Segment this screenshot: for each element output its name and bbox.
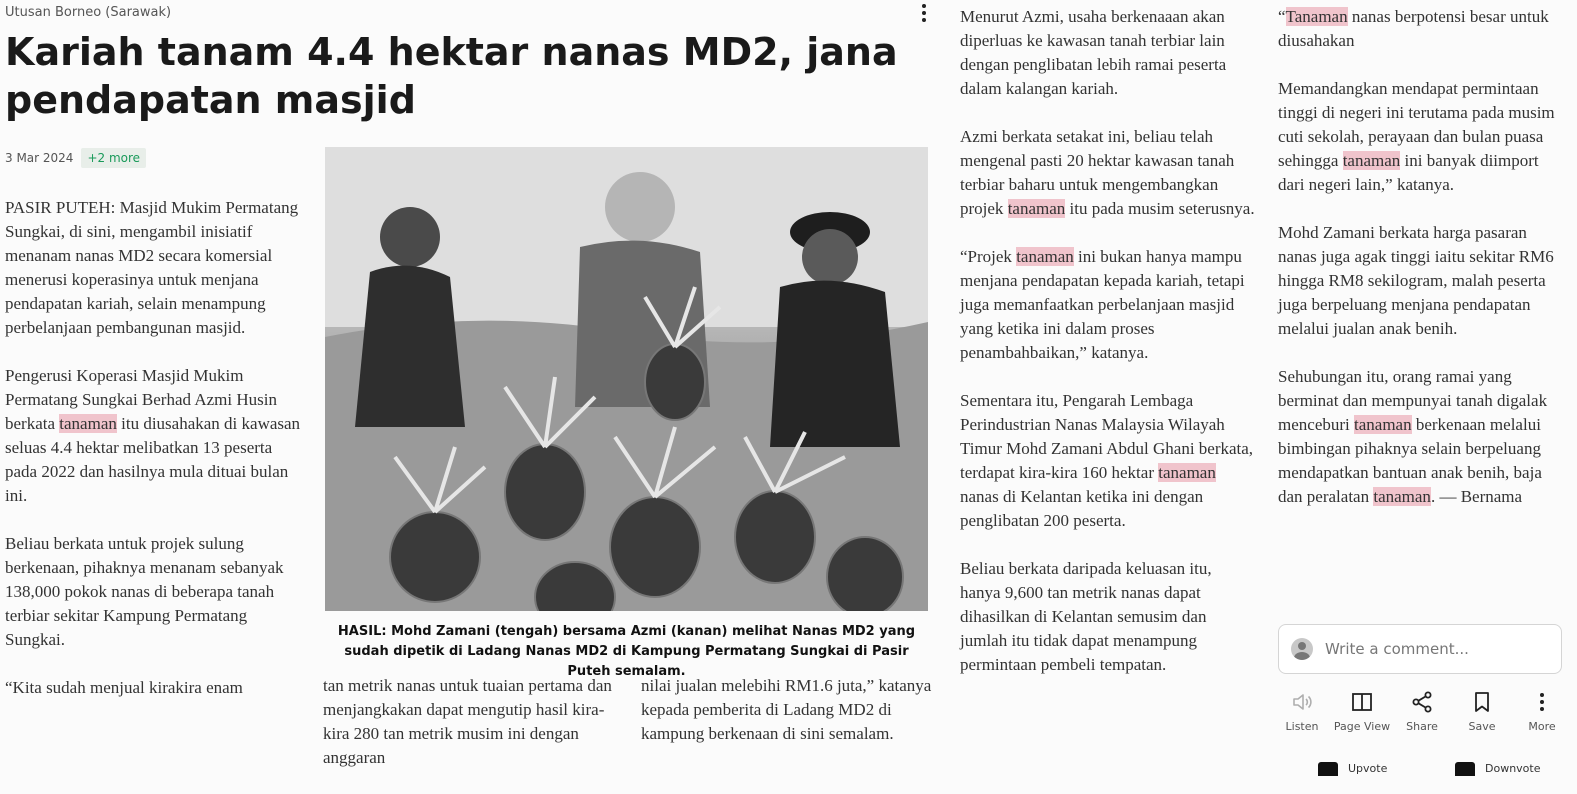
article-headline: Kariah tanam 4.4 hektar nanas MD2, jana pendapatan masjid (5, 30, 898, 122)
paragraph-text: Beliau berkata untuk projek sulung berkenaan, pihaknya menanam sebanyak 138,000 pokok nanas di beberapa tanah terbiar sekitar Kampung Permatang Sungkai. (5, 534, 284, 649)
article-paragraph (960, 245, 1256, 365)
paragraph-text: ini banyak diimport dari negeri lain,” katanya. (1278, 151, 1539, 194)
article-column-3 (641, 674, 933, 770)
listen-label: Listen (1285, 720, 1319, 733)
paragraph-text: PASIR PUTEH: Masjid Mukim Permatang Sungkai, di sini, mengambil inisiatif menanam nanas MD2 secara komersial menerusi koperasinya untuk menjana pendapatan kariah, selain menampung perbelanjaan pembangunan masjid. (5, 198, 299, 337)
more-label: More (1528, 720, 1556, 733)
article-paragraph (960, 5, 1256, 101)
paragraph-text: Pengerusi Koperasi Masjid Mukim Permatang Sungkai Berhad Azmi Husin berkata (5, 366, 277, 433)
kebab-dot-icon (922, 18, 926, 22)
paragraph-text: Mohd Zamani berkata harga pasaran nanas juga agak tinggi iaitu sekitar RM6 hingga RM8 sekilogram, malah peserta juga berpeluang menjana pendapatan melalui jualan anak benih. (1278, 223, 1554, 338)
upvote-label: Upvote (1348, 762, 1388, 775)
paragraph-text: nanas berpotensi besar untuk diusahakan (1278, 7, 1549, 50)
article-paragraph (960, 389, 1256, 533)
downvote-button[interactable] (1455, 762, 1541, 776)
listen-button[interactable] (1272, 690, 1332, 733)
photo-caption: HASIL: Mohd Zamani (tengah) bersama Azmi (kanan) melihat Nanas MD2 yang sudah dipetik di Ladang Nanas MD2 di Kampung Permatang Sungkai di Pasir Puteh semalam. (337, 624, 916, 679)
kebab-dot-icon (922, 4, 926, 8)
article-options-button[interactable] (914, 2, 934, 24)
paragraph-text: ini bukan hanya mampu menjana pendapatan kepada kariah, tetapi juga memanfaatkan perbelanjaan masjid yang ketika ini dalam proses penambahbaikan,” katanya. (960, 247, 1245, 362)
comment-input[interactable] (1323, 639, 1547, 659)
article-paragraph (1278, 221, 1566, 341)
page-view-label: Page View (1333, 720, 1391, 733)
paragraph-text: Beliau berkata daripada keluasan itu, hanya 9,600 tan metrik nanas dapat dihasilkan di Kelantan semusim dan jumlah itu tidak dapat menampung permintaan pembeli tempatan. (960, 559, 1212, 674)
paragraph-text: . — Bernama (1430, 487, 1523, 506)
article-paragraph (641, 674, 933, 746)
article-paragraph (5, 532, 305, 652)
article-column-2 (323, 674, 619, 794)
search-highlight: tanaman (1342, 151, 1401, 170)
paragraph-text: “ (1278, 7, 1286, 26)
paragraph-text: Sementara itu, Pengarah Lembaga Perindustrian Nanas Malaysia Wilayah Timur Mohd Zamani Abdul Ghani berkata, terdapat kira-kira 160 hektar (960, 391, 1254, 482)
article-paragraph (1278, 5, 1566, 53)
more-sources-badge[interactable]: +2 more (81, 148, 146, 168)
article-paragraph (323, 674, 619, 770)
paragraph-text: Azmi berkata setakat ini, beliau telah mengenal pasti 20 hektar kawasan tanah terbiar baharu untuk mengembangkan projek (960, 127, 1235, 218)
save-label: Save (1468, 720, 1496, 733)
paragraph-text: berkenaan melalui bimbingan pihaknya selain berpeluang mendapatkan bantuan anak benih, baja dan peralatan (1278, 415, 1542, 506)
avatar-icon (1291, 638, 1313, 660)
article-photo (325, 147, 928, 611)
article-column-1 (5, 196, 305, 724)
upvote-button[interactable] (1318, 762, 1387, 776)
share-label: Share (1406, 720, 1438, 733)
article-paragraph (1278, 365, 1566, 509)
article-paragraph (5, 364, 305, 508)
article-toolbar (1272, 690, 1572, 733)
comment-box[interactable] (1278, 624, 1562, 674)
publish-date: 3 Mar 2024 (5, 151, 74, 165)
paragraph-text: “Kita sudah menjual kirakira enam (5, 678, 243, 697)
share-icon (1410, 690, 1434, 714)
thumbs-up-icon (1318, 762, 1338, 776)
search-highlight: tanaman (59, 414, 117, 433)
thumbs-down-icon (1455, 762, 1475, 776)
more-vertical-icon (1530, 690, 1554, 714)
search-highlight: tanaman (1016, 247, 1074, 266)
kebab-dot-icon (922, 11, 926, 15)
speaker-icon (1290, 690, 1314, 714)
article-column-5 (1278, 5, 1566, 533)
bookmark-icon (1470, 690, 1494, 714)
search-highlight: Tanaman (1285, 7, 1348, 26)
more-button[interactable] (1512, 690, 1572, 733)
paragraph-text: nanas di Kelantan ketika ini dengan penglibatan 200 peserta. (960, 487, 1204, 530)
page-view-button[interactable] (1332, 690, 1392, 733)
search-highlight: tanaman (1007, 199, 1066, 218)
downvote-label: Downvote (1485, 762, 1541, 775)
paragraph-text: tan metrik nanas untuk tuaian pertama dan menjangkakan dapat mengutip hasil kira-kira 280 tan metrik musim ini dengan anggaran (323, 676, 612, 767)
save-button[interactable] (1452, 690, 1512, 733)
paragraph-text: nilai jualan melebihi RM1.6 juta,” katanya kepada pemberita di Ladang MD2 di kampung berkenaan di sini semalam. (641, 676, 932, 743)
share-button[interactable] (1392, 690, 1452, 733)
pineapple-harvest-photo (325, 147, 928, 611)
article-paragraph (960, 557, 1256, 677)
vote-bar (1300, 762, 1570, 776)
paragraph-text: Menurut Azmi, usaha berkenaaan akan diperluas ke kawasan tanah terbiar lain dengan penglibatan lebih ramai peserta dalam kalangan kariah. (960, 7, 1227, 98)
article-meta (5, 148, 146, 168)
article-paragraph (5, 196, 305, 340)
paragraph-text: Memandangkan mendapat permintaan tinggi di negeri ini terutama pada musim cuti sekolah, perayaan dan bulan puasa sehingga (1278, 79, 1555, 170)
search-highlight: tanaman (1158, 463, 1216, 482)
paragraph-text: Sehubungan itu, orang ramai yang berminat dan mempunyai tanah digalak menceburi (1278, 367, 1548, 434)
source-name: Utusan Borneo (Sarawak) (5, 5, 172, 20)
paragraph-text: “Projek (960, 247, 1017, 266)
article-paragraph (5, 676, 305, 700)
paragraph-text: itu pada musim seterusnya. (1065, 199, 1255, 218)
page-view-icon (1350, 690, 1374, 714)
article-paragraph (1278, 77, 1566, 197)
search-highlight: tanaman (1354, 415, 1412, 434)
article-paragraph (960, 125, 1256, 221)
search-highlight: tanaman (1373, 487, 1431, 506)
paragraph-text: itu diusahakan di kawasan seluas 4.4 hektar melibatkan 13 peserta pada 2022 dan hasilnya mula dituai bulan ini. (5, 414, 301, 505)
article-column-4 (960, 5, 1256, 701)
